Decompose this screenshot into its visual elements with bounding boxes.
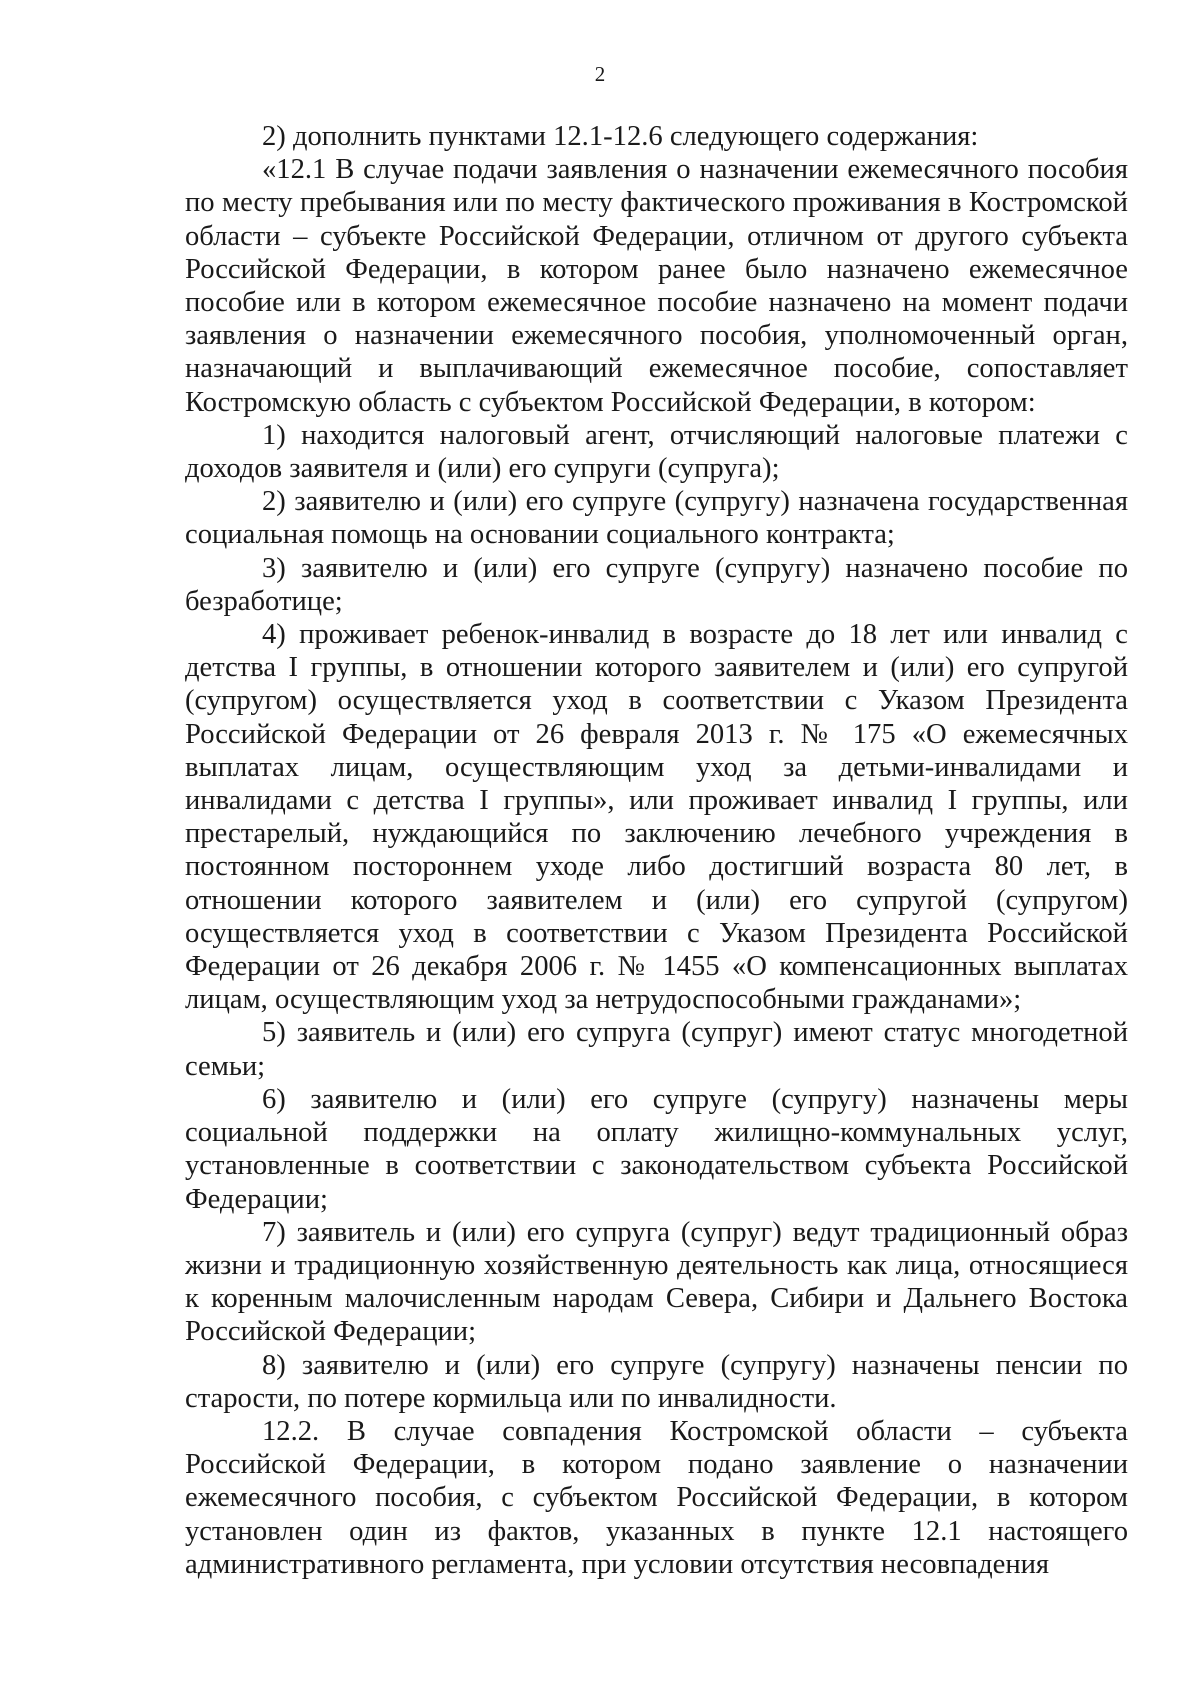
list-item-7: 7) заявитель и (или) его супруга (супруг) ведут традиционный образ жизни и традиционную хозяйственную деятельность как лица, относящиеся к коренным малочисленным народам Севера, Сибири и Дальнего Востока Российской Федерации; (185, 1216, 1128, 1348)
paragraph-intro: 2) дополнить пунктами 12.1-12.6 следующего содержания: (262, 121, 979, 152)
list-item-4: 4) проживает ребенок-инвалид в возрасте до 18 лет или инвалид с детства I группы, в отношении которого заявителем и (или) его супругой (супругом) осуществляется уход в соответствии с Указом Президента Российской Федерации от 26 февраля 2013 г. № 175 «О ежемесячных выплатах лицам, осуществляющим уход за детьми-инвалидами и инвалидами с детства I группы», или проживает инвалид I группы, или престарелый, нуждающийся по заключению лечебного учреждения в постоянном постороннем уходе либо достигший возраста 80 лет, в отношении которого заявителем и (или) его супругой (супругом) осуществляется уход в соответствии с Указом Президента Российской Федерации от 26 декабря 2006 г. № 1455 «О компенсационных выплатах лицам, осуществляющим уход за нетрудоспособными гражданами»; (185, 619, 1128, 1016)
list-item-5: 5) заявитель и (или) его супруга (супруг) имеют статус многодетной семьи; (185, 1017, 1128, 1082)
paragraph-12-2: 12.2. В случае совпадения Костромской области – субъекта Российской Федерации, в котором подано заявление о назначении ежемесячного пособия, с субъектом Российской Федерации, в котором установлен один из фактов, указанных в пункте 12.1 настоящего административного регламента, при условии отсутствия несовпадения (185, 1415, 1128, 1580)
page-number: 2 (594, 62, 606, 86)
list-item-8: 8) заявителю и (или) его супруге (супругу) назначены пенсии по старости, по потере кормильца или по инвалидности. (185, 1349, 1128, 1414)
list-item-1: 1) находится налоговый агент, отчисляющий налоговые платежи с доходов заявителя и (или) его супруги (супруга); (185, 419, 1128, 485)
list-item-6: 6) заявителю и (или) его супруге (супругу) назначены меры социальной поддержки на оплату жилищно-коммунальных услуг, установленные в соответствии с законодательством субъекта Российской Федерации; (185, 1083, 1128, 1215)
list-item-3: 3) заявителю и (или) его супруге (супругу) назначено пособие по безработице; (185, 552, 1128, 617)
paragraph-12-1: «12.1 В случае подачи заявления о назначении ежемесячного пособия по месту пребывания или по месту фактического проживания в Костромской области – субъекте Российской Федерации, отличном от другого субъекта Российской Федерации, в котором ранее было назначено ежемесячное пособие или в котором ежемесячное пособие назначено на момент подачи заявления о назначении ежемесячного пособия, уполномоченный орган, назначающий и выплачивающий ежемесячное пособие, сопоставляет Костромскую область с субъектом Российской Федерации, в котором: (185, 154, 1128, 418)
document-body (185, 120, 1128, 1581)
list-item-2: 2) заявителю и (или) его супруге (супругу) назначена государственная социальная помощь на основании социального контракта; (185, 486, 1128, 551)
